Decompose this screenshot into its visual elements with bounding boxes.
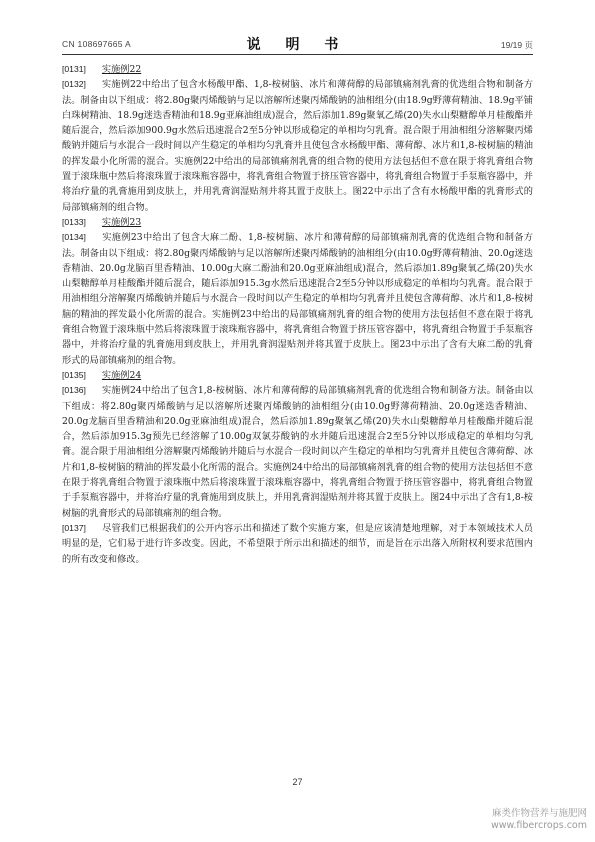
- heading-text: 实施例22: [101, 64, 142, 75]
- patent-number: CN 108697665 A: [62, 39, 131, 49]
- section-heading: [62, 368, 533, 383]
- paragraph-number: [0135]: [62, 369, 86, 380]
- paragraph-number: [0134]: [62, 232, 86, 243]
- paragraph-text: 实施例22中给出了包含水杨酸甲酯、1,8-桉树脑、冰片和薄荷醇的局部镇痛剂乳膏的优选组合物和制备方法。制备由以下组成：将2.80g聚丙烯酸钠与足以溶解所述聚丙烯酸钠的油相组分(由18.9g野薄荷精油、18.9g平铺白珠树精油、18.9g迷迭香精油和18.9g亚麻油组成)混合，然后添加1.89g聚氧乙烯(20)失水山梨糖醇单月桂酸酯并随后混合，然后添加900.9g水然后迅速混合2至5分钟以形成稳定的单相均匀乳膏。混合限于用油相组分溶解聚丙烯酸钠并随后与水混合一段时间以产生稳定的单相均匀乳膏并且使包含水杨酸甲酯、薄荷醇、冰片和1,8-桉树脑的精油的挥发最小化所需的混合。实施例22中给出的局部镇痛剂乳膏的组合物的使用方法包括但不意在限于将乳膏组合物置于滚珠瓶中然后将滚珠置于滚珠瓶容器中，将乳膏组合物置于挤压管容器中，将乳膏组合物置于手泵瓶容器中，并将治疗量的乳膏施用到皮肤上，并用乳膏润湿贴剂并将其置于皮肤上。图22中示出了含有水杨酸甲酯的乳膏形式的局部镇痛剂的组合物。: [62, 79, 533, 213]
- paragraph: [62, 521, 533, 567]
- paragraph: [62, 77, 533, 215]
- paragraph-number: [0137]: [62, 522, 86, 533]
- watermark-name: 麻类作物营养与施肥网: [491, 808, 587, 819]
- document-body: [62, 62, 533, 567]
- watermark-url: www.fibercrops.com: [490, 820, 587, 831]
- watermark: [491, 808, 587, 832]
- section-heading: [62, 215, 533, 230]
- paragraph-number: [0133]: [62, 216, 86, 227]
- heading-text: 实施例24: [101, 369, 142, 381]
- page-header: [62, 36, 533, 55]
- document-title: 说 明 书: [246, 37, 349, 53]
- page-number: 27: [292, 777, 303, 787]
- section-heading: [62, 62, 533, 77]
- paragraph-number: [0131]: [62, 64, 86, 74]
- page-info: 19/19 页: [500, 40, 533, 50]
- paragraph-text: 尽管我们已根据我们的公开内容示出和描述了数个实施方案，但是应该清楚地理解，对于本领域技术人员明显的是，它们易于进行许多改变。因此，不希望限于所示出和描述的细节，而是旨在示出落入所附权利要求范围内的所有改变和修改。: [62, 522, 533, 565]
- paragraph: [62, 383, 533, 521]
- heading-text: 实施例23: [101, 216, 142, 228]
- paragraph-number: [0136]: [62, 385, 86, 396]
- paragraph-text: 实施例24中给出了包含1,8-桉树脑、冰片和薄荷醇的局部镇痛剂乳膏的优选组合物和制备方法。制备由以下组成：将2.80g聚丙烯酸钠与足以溶解所述聚丙烯酸钠的油相组分(由10.0g野薄荷精油、20.0g迷迭香精油、20.0g龙脑百里香精油和20.0g亚麻油组成)混合，然后添加1.89g聚氧乙烯(20)失水山梨糖醇单月桂酸酯并随后混合，然后添加915.3g预先已经溶解了10.00g双氯芬酸钠的水并随后迅速混合2至5分钟以形成稳定的单相均匀乳膏。混合限于用油相组分溶解聚丙烯酸钠并随后与水混合一段时间以产生稳定的单相均匀乳膏并且使包含薄荷醇、冰片和1,8-桉树脑的精油的挥发最小化所需的混合。实施例24中给出的局部镇痛剂乳膏的组合物的使用方法包括但不意在限于将乳膏组合物置于滚珠瓶中然后将滚珠置于滚珠瓶容器中，将乳膏组合物置于挤压管容器中，将乳膏组合物置于手泵瓶容器中，并将治疗量的乳膏施用到皮肤上，并用乳膏润湿贴剂并将其置于皮肤上。图24中示出了含有1,8-桉树脑的乳膏形式的局部镇痛剂的组合物。: [62, 385, 533, 519]
- paragraph-number: [0132]: [62, 79, 86, 90]
- paragraph: [62, 230, 533, 368]
- paragraph-text: 实施例23中给出了包含大麻二酚、1,8-桉树脑、冰片和薄荷醇的局部镇痛剂乳膏的优选组合物和制备方法。制备由以下组成：将2.80g聚丙烯酸钠与足以溶解所述聚丙烯酸钠的油相组分(由10.0g野薄荷精油、20.0g迷迭香精油、20.0g龙脑百里香精油、10.00g大麻二酚油和20.0g亚麻油组成)混合，然后添加1.89g聚氧乙烯(20)失水山梨糖醇单月桂酸酯并随后混合，随后添加915.3g水然后迅速混合2至5分钟以形成稳定的单相均匀乳膏。混合限于用油相组分溶解聚丙烯酸钠并随后与水混合一段时间以产生稳定的单相均匀乳膏并且使包含薄荷醇、冰片和1,8-桉树脑的精油的挥发最小化所需的混合。实施例23中给出的局部镇痛剂乳膏的组合物的使用方法包括但不意在限于将乳膏组合物置于滚珠瓶中然后将滚珠置于滚珠瓶容器中，将乳膏组合物置于挤压管容器中，将乳膏组合物置于手泵瓶容器中，并将治疗量的乳膏施用到皮肤上，并用乳膏润湿贴剂并将其置于皮肤上。图23中示出了含有大麻二酚的乳膏形式的局部镇痛剂的组合物。: [62, 232, 533, 366]
